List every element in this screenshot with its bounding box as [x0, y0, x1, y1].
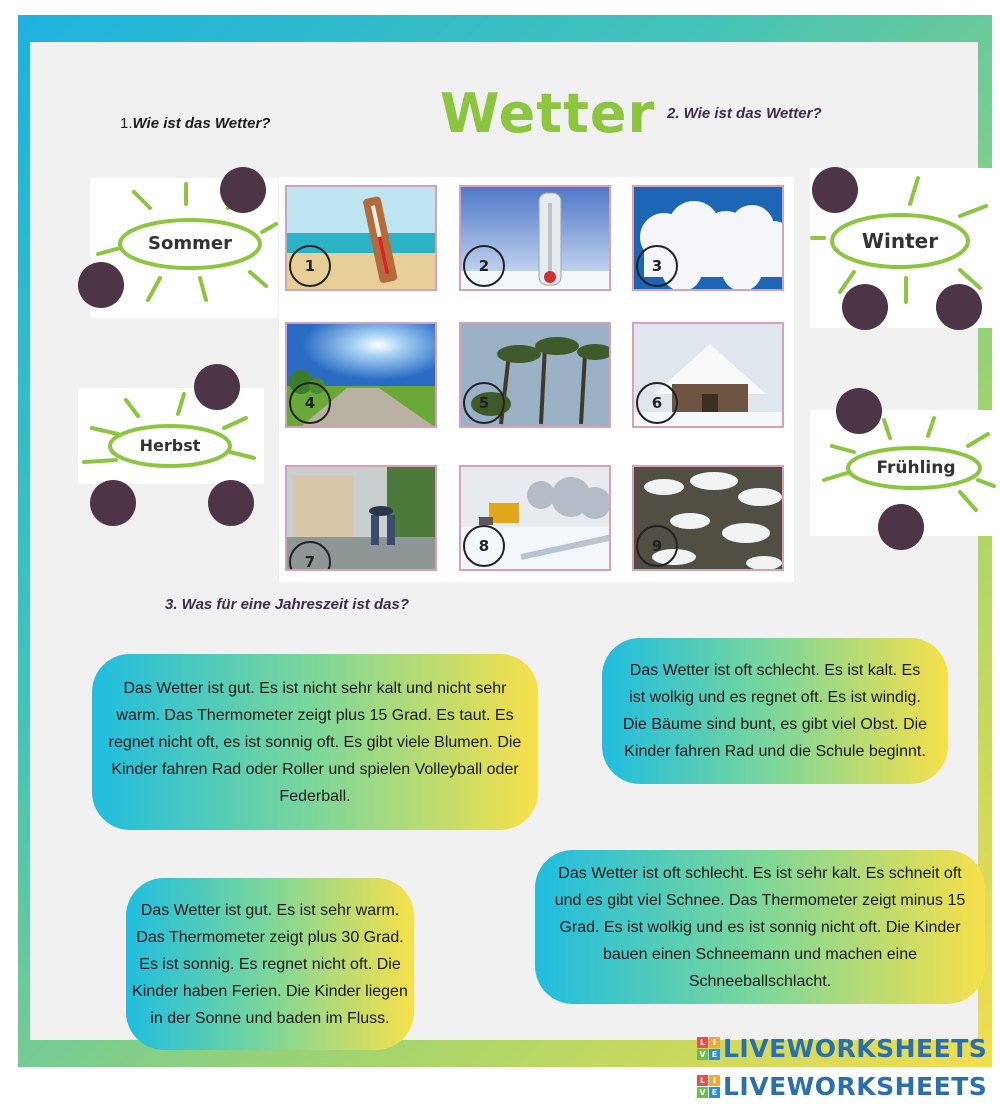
photo-number-7: 7 — [289, 541, 331, 571]
drop-target-fruehling-2[interactable] — [878, 504, 924, 550]
drop-target-sommer-2[interactable] — [78, 262, 124, 308]
text-box-summer — [126, 878, 414, 1050]
liveworksheets-wordmark-2: LIVEWORKSHEETS — [723, 1072, 988, 1101]
photo-number-8: 8 — [463, 525, 505, 567]
photo-5 — [459, 322, 611, 428]
liveworksheets-logo-icon: L I V E — [697, 1037, 720, 1060]
season-label-winter: Winter — [861, 229, 939, 253]
liveworksheets-logo — [697, 1034, 987, 1063]
text-box-autumn-text: Das Wetter ist oft schlecht. Es ist kalt. Es ist wolkig und es regnet oft. Es ist windig. Die Bäume sind bunt, es gibt viel Obst. Die Kinder fahren Rad und die Schule beginnt. — [622, 662, 928, 760]
text-box-spring — [92, 654, 538, 830]
question-1-text: Wie ist das Wetter? — [132, 115, 271, 132]
photo-number-9: 9 — [636, 525, 678, 567]
drop-target-herbst-1[interactable] — [194, 364, 240, 410]
text-box-summer-text: Das Wetter ist gut. Es ist sehr warm. Das Thermometer zeigt plus 30 Grad. Es ist sonnig. Es regnet nicht oft. Die Kinder haben Ferien. Die Kinder liegen in der Sonne und baden im Fluss. — [132, 901, 408, 1027]
photo-number-3: 3 — [636, 245, 678, 287]
photo-1 — [285, 185, 437, 291]
text-box-autumn — [602, 638, 948, 784]
liveworksheets-wordmark: LIVEWORKSHEETS — [723, 1034, 988, 1063]
drop-target-winter-3[interactable] — [936, 284, 982, 330]
drop-target-winter-1[interactable] — [812, 167, 858, 213]
photo-4 — [285, 322, 437, 428]
liveworksheets-logo-2 — [697, 1072, 987, 1101]
photo-number-2: 2 — [463, 245, 505, 287]
photo-7 — [285, 465, 437, 571]
season-label-sommer: Sommer — [148, 233, 232, 254]
question-2: 2. Wie ist das Wetter? — [667, 105, 822, 122]
drop-target-sommer-1[interactable] — [220, 167, 266, 213]
worksheet — [30, 42, 978, 1040]
photo-number-6: 6 — [636, 382, 678, 424]
season-label-fruehling: Frühling — [876, 458, 956, 478]
text-box-spring-text: Das Wetter ist gut. Es ist nicht sehr kalt und nicht sehr warm. Das Thermometer zeigt plus 15 Grad. Es taut. Es regnet nicht oft, es ist sonnig oft. Es gibt viele Blumen. Die Kinder fahren Rad oder Roller und spielen Volleyball oder Federball. — [108, 679, 522, 805]
question-3: 3. Was für eine Jahreszeit ist das? — [165, 596, 409, 613]
sun-card-herbst — [78, 388, 264, 484]
drop-target-herbst-3[interactable] — [208, 480, 254, 526]
text-box-winter — [535, 850, 985, 1004]
photo-8 — [459, 465, 611, 571]
photo-3 — [632, 185, 784, 291]
text-box-winter-text: Das Wetter ist oft schlecht. Es ist sehr kalt. Es schneit oft und es gibt viel Schnee. Das Thermometer zeigt minus 15 Grad. Es ist wolkig und es ist sonnig nicht oft. Die Kinder bauen einen Schneemann und machen eine Schneeballschlacht. — [554, 864, 966, 990]
worksheet-title: Wetter — [440, 82, 656, 145]
question-1 — [120, 115, 270, 132]
question-1-number: 1. — [120, 115, 133, 132]
season-label-herbst: Herbst — [139, 436, 201, 455]
photo-grid — [279, 177, 794, 582]
photo-9 — [632, 465, 784, 571]
drop-target-herbst-2[interactable] — [90, 480, 136, 526]
photo-number-4: 4 — [289, 382, 331, 424]
photo-number-5: 5 — [463, 382, 505, 424]
drop-target-fruehling-1[interactable] — [836, 388, 882, 434]
drop-target-winter-2[interactable] — [842, 284, 888, 330]
photo-6 — [632, 322, 784, 428]
photo-number-1: 1 — [289, 245, 331, 287]
photo-2 — [459, 185, 611, 291]
liveworksheets-logo-icon: L I V E — [697, 1075, 720, 1098]
